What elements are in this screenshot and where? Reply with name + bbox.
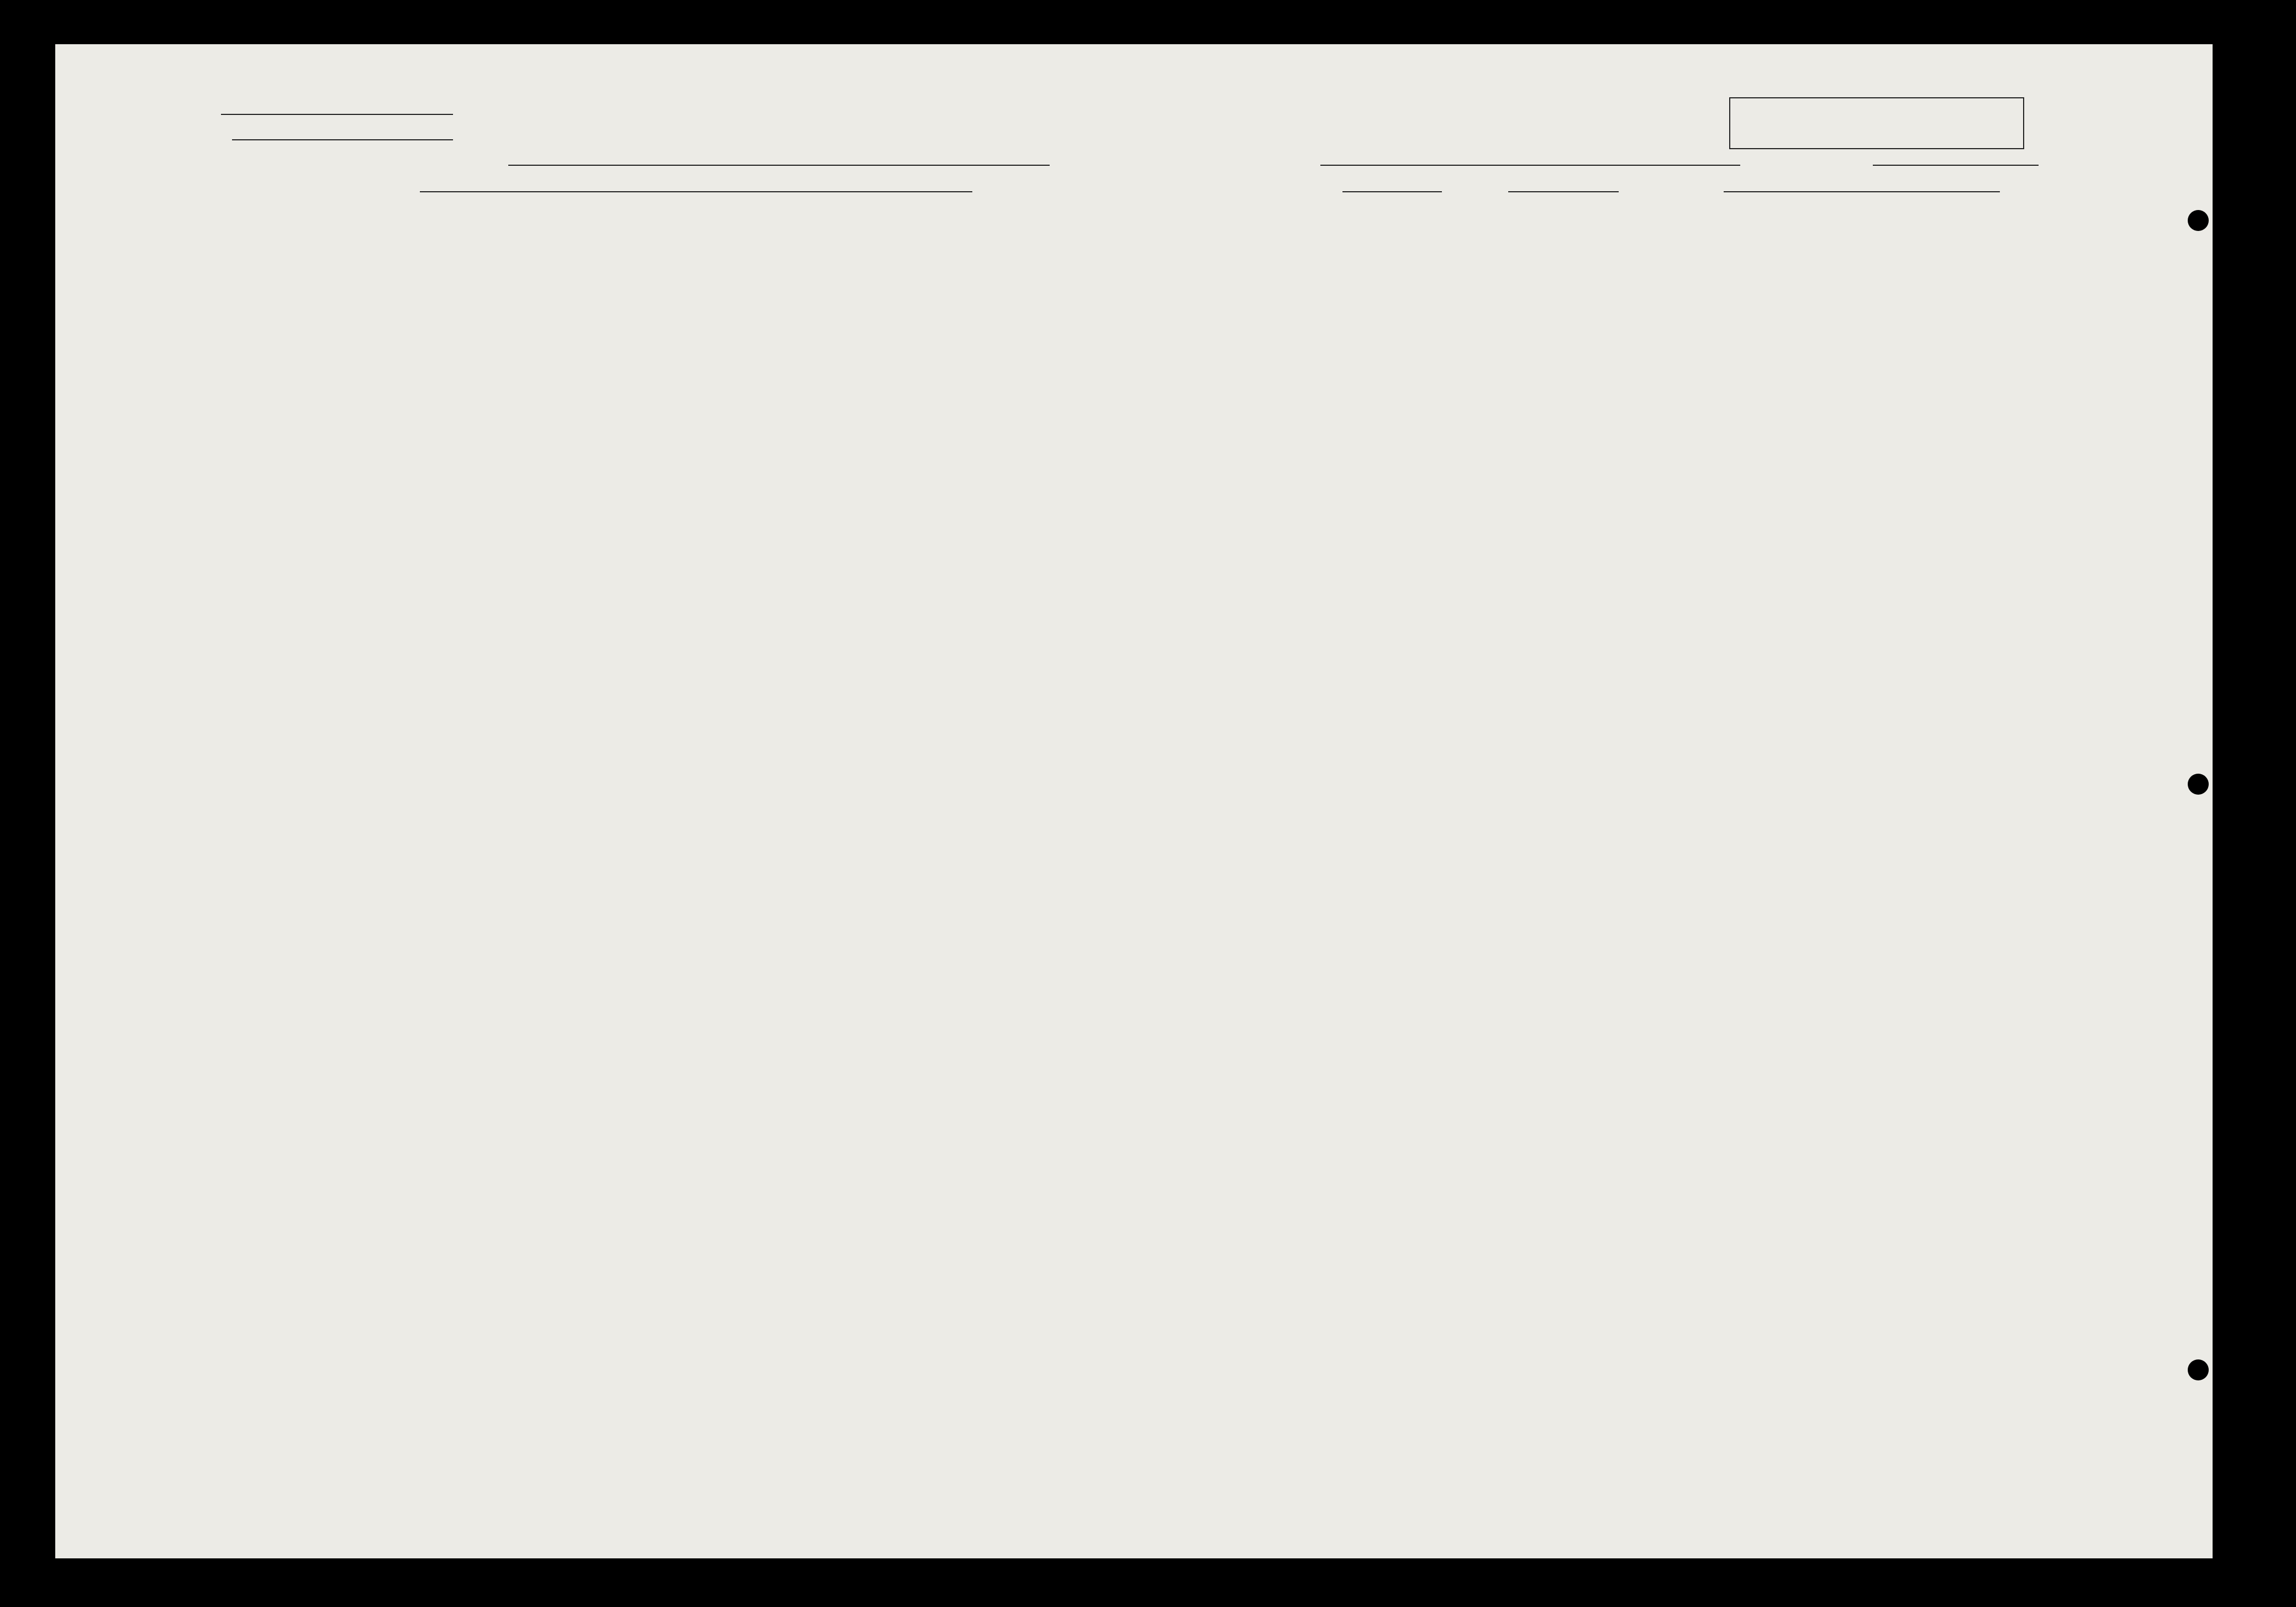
- binding-hole: [2188, 210, 2209, 231]
- binding-hole: [2188, 774, 2209, 795]
- binding-hole: [2188, 1359, 2209, 1380]
- census-sheet: [55, 44, 2213, 1558]
- district-box: [1729, 97, 2024, 149]
